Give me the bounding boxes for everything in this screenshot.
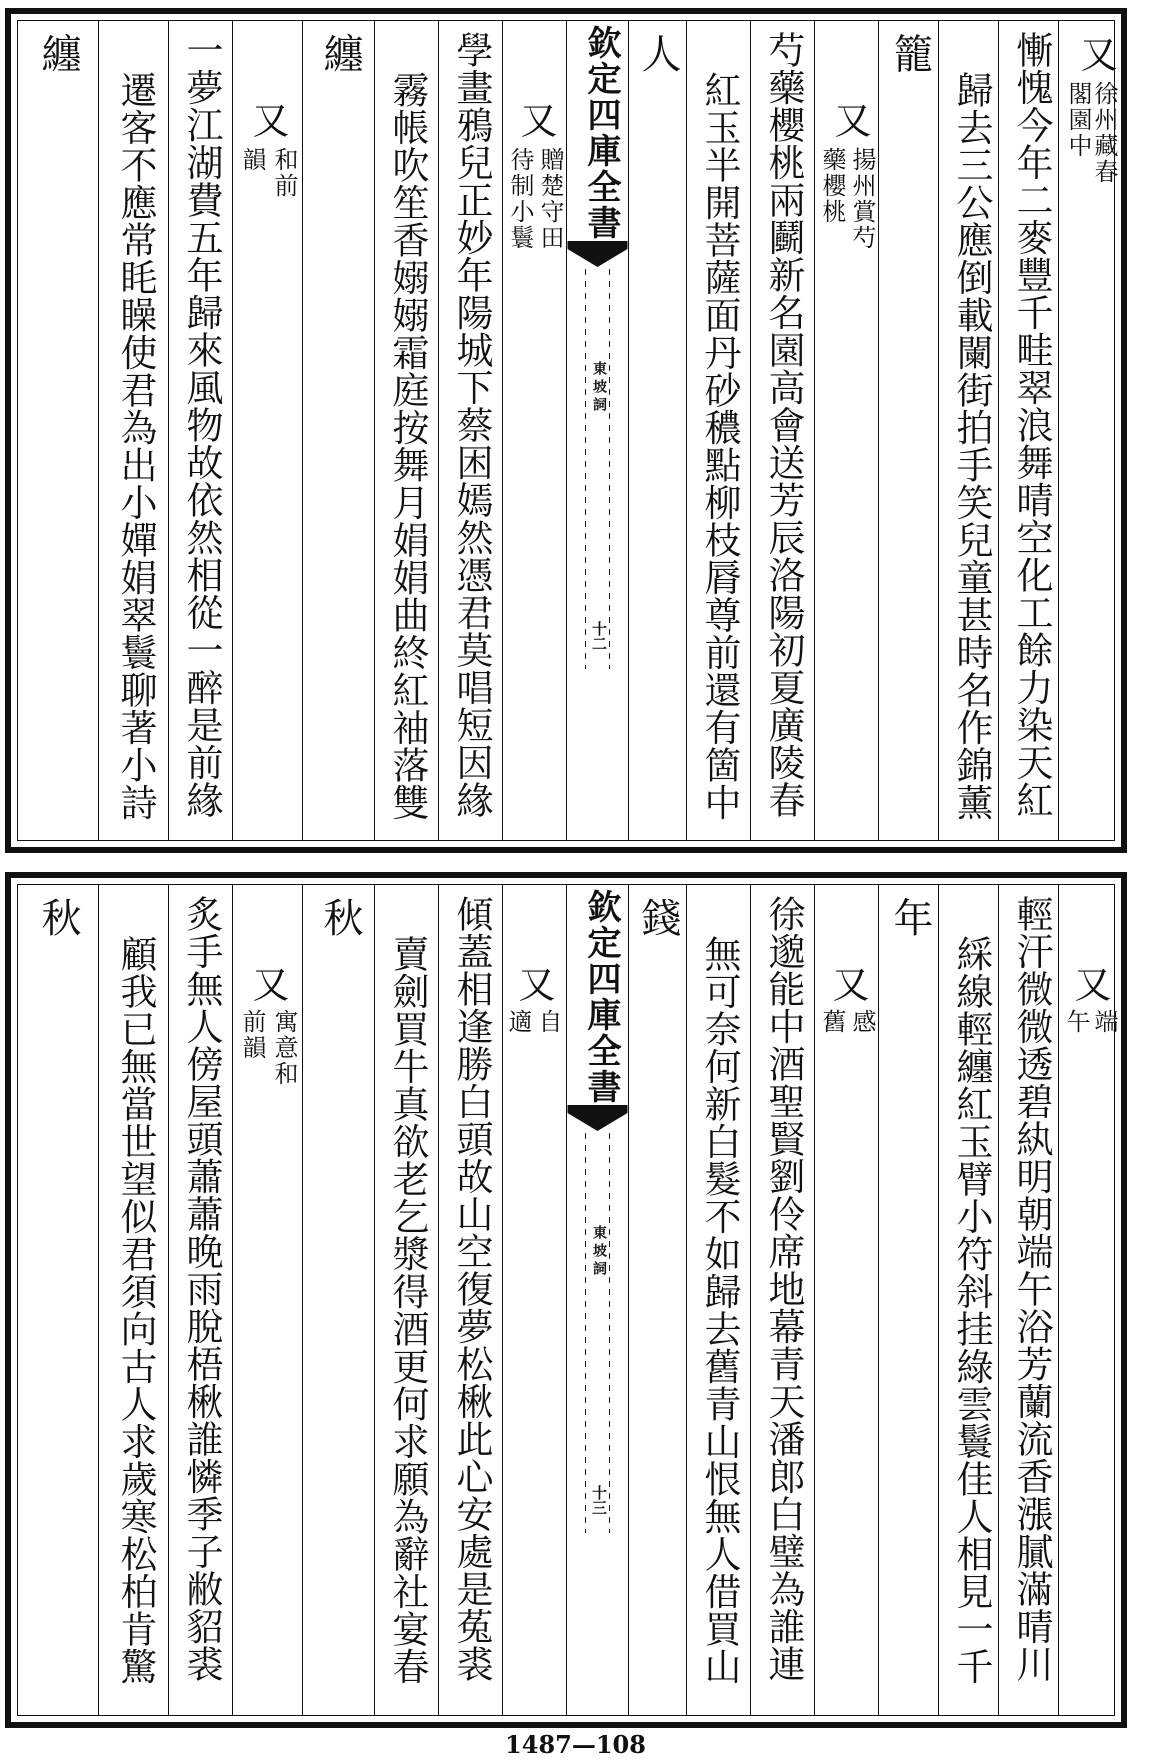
verse-line: 歸去三公應倒載闌街拍手笑兒童甚時名作錦薰 [950,71,993,821]
fish-tail-icon [567,241,628,269]
book-title: 欽定四庫全書 [581,25,621,241]
verse-line: 輕汗微微透碧紈明朝端午浴芳蘭流香漲膩滿晴川 [1010,895,1053,1683]
verse-line: 一夢江湖費五年歸來風物故依然相從一醉是前緣 [180,31,223,819]
text-column [998,885,1058,1715]
heading-note: 閣園中 [1064,81,1092,159]
verse-line: 徐邈能中酒聖賢劉伶席地幕青天潘郎白璧為誰連 [762,895,805,1683]
text-column [98,21,168,840]
text-column [628,885,686,1715]
verse-line: 賣劍買牛真欲老乞漿得酒更何求願為辭社宴春 [386,935,429,1685]
heading-marker: 又 [1068,965,1111,1003]
verse-tail: 秋 [317,897,363,937]
verse-tail: 籠 [887,33,933,73]
heading-marker: 又 [826,965,869,1003]
text-column [168,885,232,1715]
text-column [374,885,438,1715]
heading-note: 待制小鬟 [506,147,534,251]
text-column [168,21,232,840]
page-number: 十二 [590,621,608,651]
heading-note: 感 [848,1009,876,1035]
text-column [686,21,750,840]
text-column [938,21,998,840]
column-heading [502,21,566,840]
top-page-grid [17,20,1118,841]
column-heading [814,885,878,1715]
verse-line: 遷客不應常眊矂使君為出小嬋娟翠鬟聊著小詩 [114,71,157,821]
page-number: 十三 [590,1485,608,1515]
text-column [750,885,814,1715]
center-rule-icon [567,1133,628,1533]
verse-tail: 錢 [635,897,681,937]
top-page [5,8,1127,853]
text-column [750,21,814,840]
heading-note: 寓意和 [270,1009,298,1087]
heading-marker: 又 [1074,35,1117,73]
heading-note: 韻 [238,147,266,173]
column-heading [1058,885,1120,1715]
text-column [686,885,750,1715]
heading-note: 藥櫻桃 [818,147,846,225]
verse-line: 顧我已無當世望似君須向古人求歲寒松柏肯驚 [114,935,157,1685]
heading-note: 徐州藏春 [1090,81,1118,185]
heading-note: 舊 [818,1009,846,1035]
column-heading [232,21,302,840]
heading-note: 揚州賞芍 [848,147,876,251]
heading-note: 和前 [270,147,298,199]
bottom-page [5,872,1127,1728]
verse-line: 紅玉半開菩薩面丹砂穠點柳枝脣尊前還有箇中 [698,71,741,821]
text-column [18,885,98,1715]
verse-tail: 纏 [35,33,81,73]
verse-tail: 纏 [317,33,363,73]
center-margin [566,885,628,1715]
column-heading [1058,21,1120,840]
verse-line: 芍藥櫻桃兩鬬新名園高會送芳辰洛陽初夏廣陵春 [762,31,805,819]
fish-tail-icon [567,1105,628,1133]
page-footer: 1487—108 [505,1730,646,1759]
heading-note: 前韻 [238,1009,266,1061]
verse-line: 無可奈何新白髮不如歸去舊青山恨無人借買山 [698,935,741,1685]
book-subtitle: 東坡詞 [591,361,607,415]
text-column [98,885,168,1715]
verse-tail: 秋 [35,897,81,937]
verse-line: 霧帳吹笙香嫋嫋霜庭按舞月娟娟曲終紅袖落雙 [386,71,429,821]
heading-note: 贈楚守田 [536,147,564,251]
text-column [628,21,686,840]
verse-tail: 人 [635,33,681,73]
heading-marker: 又 [828,101,871,139]
book-subtitle: 東坡詞 [591,1225,607,1279]
heading-marker: 又 [246,965,289,1003]
text-column [878,885,938,1715]
center-margin [566,21,628,840]
heading-note: 自 [534,1009,562,1035]
heading-marker: 又 [512,965,555,1003]
heading-marker: 又 [246,101,289,139]
text-column [878,21,938,840]
heading-note: 適 [504,1009,532,1035]
column-heading [814,21,878,840]
verse-line: 綵線輕纏紅玉臂小符斜挂綠雲鬟佳人相見一千 [950,935,993,1685]
heading-marker: 又 [514,101,557,139]
book-title: 欽定四庫全書 [581,889,621,1105]
verse-line: 慚愧今年二麥豐千畦翠浪舞晴空化工餘力染天紅 [1010,31,1053,819]
heading-note: 端 [1090,1009,1118,1035]
column-heading [502,885,566,1715]
text-column [374,21,438,840]
column-heading [232,885,302,1715]
text-column [998,21,1058,840]
verse-line: 學畫鴉兒正妙年陽城下蔡困嫣然憑君莫唱短因緣 [450,31,493,819]
verse-line: 炙手無人傍屋頭蕭蕭晚雨脫梧楸誰憐季子敝貂裘 [180,895,223,1683]
text-column [438,21,502,840]
text-column [302,885,374,1715]
bottom-page-grid [17,884,1118,1716]
verse-line: 傾蓋相逢勝白頭故山空復夢松楸此心安處是菟裘 [450,895,493,1683]
text-column [302,21,374,840]
text-column [18,21,98,840]
text-column [938,885,998,1715]
verse-tail: 年 [887,897,933,937]
center-rule-icon [567,269,628,669]
text-column [438,885,502,1715]
heading-note: 午 [1062,1009,1090,1035]
